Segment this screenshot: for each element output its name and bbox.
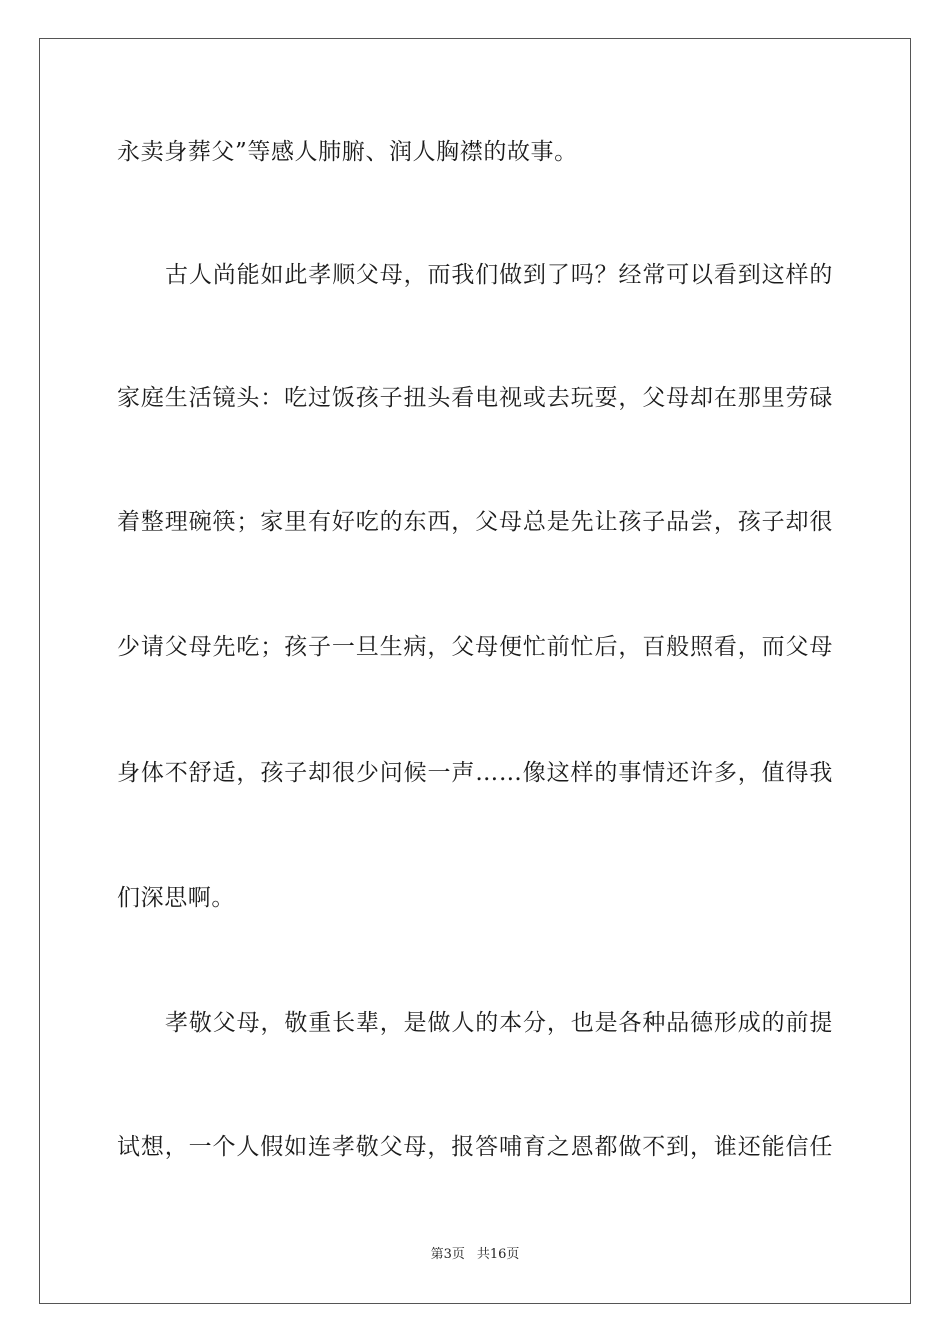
page-total: 共16页	[476, 1247, 520, 1262]
paragraph-2-line-3: 着整理碗筷；家里有好吃的东西，父母总是先让孩子品尝，孩子却很	[117, 509, 833, 535]
page-footer	[0, 1246, 950, 1264]
paragraph-2-line-6: 们深思啊。	[117, 885, 235, 911]
paragraph-2-line-1: 古人尚能如此孝顺父母，而我们做到了吗？经常可以看到这样的	[165, 262, 833, 288]
page-number: 第3页	[430, 1247, 465, 1262]
paragraph-3-line-2: 试想，一个人假如连孝敬父母，报答哺育之恩都做不到，谁还能信任	[117, 1134, 833, 1160]
text-line-1: 永卖身葬父”等感人肺腑、润人胸襟的故事。	[117, 139, 578, 165]
page-border	[39, 38, 911, 1304]
paragraph-2-line-4: 少请父母先吃；孩子一旦生病，父母便忙前忙后，百般照看，而父母	[117, 634, 833, 660]
paragraph-2-line-5: 身体不舒适，孩子却很少问候一声……像这样的事情还许多，值得我	[117, 760, 833, 786]
paragraph-3-line-1: 孝敬父母，敬重长辈，是做人的本分，也是各种品德形成的前提	[165, 1010, 833, 1036]
paragraph-2-line-2: 家庭生活镜头：吃过饭孩子扭头看电视或去玩耍，父母却在那里劳碌	[117, 385, 833, 411]
